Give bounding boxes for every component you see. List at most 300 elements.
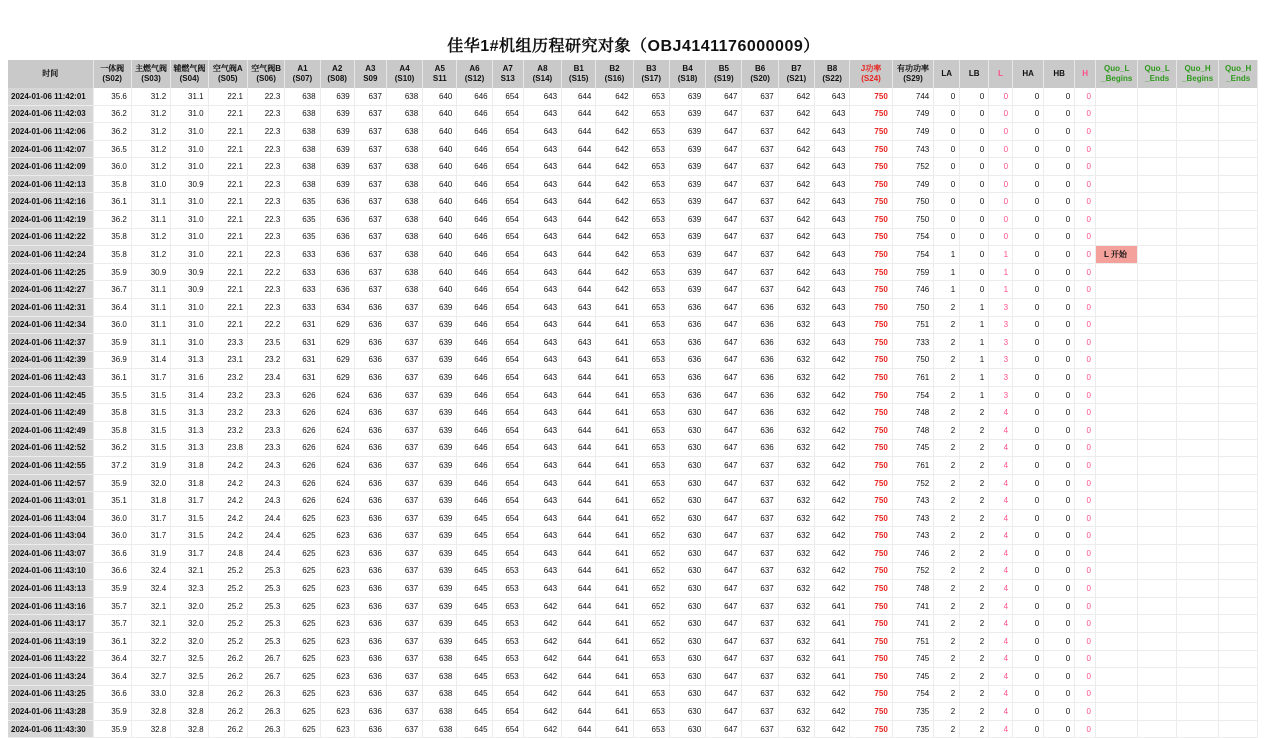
table-cell[interactable]: 653 (633, 457, 669, 475)
table-cell[interactable]: 35.1 (93, 492, 131, 510)
table-cell[interactable]: 637 (386, 527, 422, 545)
table-cell[interactable]: 646 (457, 193, 492, 211)
table-cell[interactable]: 641 (596, 351, 633, 369)
quota-cell[interactable] (1176, 668, 1219, 686)
table-row[interactable] (8, 509, 1258, 527)
timestamp-cell[interactable]: 2024-01-06 11:43:07 (8, 545, 93, 563)
quota-cell[interactable] (1095, 281, 1138, 299)
table-cell[interactable]: 643 (523, 562, 561, 580)
table-cell[interactable]: 623 (320, 685, 354, 703)
table-cell[interactable]: 635 (285, 211, 320, 229)
table-cell[interactable]: 636 (354, 545, 386, 563)
table-cell[interactable]: 639 (320, 88, 354, 105)
quota-cell[interactable] (1176, 123, 1219, 141)
j-power-cell[interactable]: 750 (850, 298, 893, 316)
table-cell[interactable]: 4 (989, 527, 1013, 545)
table-cell[interactable]: 623 (320, 632, 354, 650)
quota-cell[interactable] (1095, 386, 1138, 404)
table-cell[interactable]: 638 (386, 158, 422, 176)
table-cell[interactable]: 749 (892, 123, 933, 141)
table-cell[interactable]: 2 (960, 509, 989, 527)
timestamp-cell[interactable]: 2024-01-06 11:42:07 (8, 140, 93, 158)
table-cell[interactable]: 0 (1044, 703, 1075, 721)
j-power-cell[interactable]: 750 (850, 421, 893, 439)
column-header[interactable] (1138, 60, 1176, 88)
table-cell[interactable]: 0 (1044, 562, 1075, 580)
column-header[interactable] (778, 60, 814, 88)
table-cell[interactable]: 637 (386, 562, 422, 580)
table-cell[interactable]: 643 (523, 105, 561, 123)
table-cell[interactable]: 626 (285, 439, 320, 457)
timestamp-cell[interactable]: 2024-01-06 11:42:01 (8, 88, 93, 105)
table-cell[interactable]: 643 (523, 334, 561, 352)
table-cell[interactable]: 0 (1013, 88, 1044, 105)
table-cell[interactable]: 31.3 (171, 404, 208, 422)
table-cell[interactable]: 642 (596, 175, 633, 193)
table-cell[interactable]: 2 (934, 597, 960, 615)
table-cell[interactable]: 647 (706, 175, 742, 193)
table-cell[interactable]: 637 (742, 668, 778, 686)
table-cell[interactable]: 639 (423, 562, 457, 580)
table-cell[interactable]: 637 (742, 193, 778, 211)
quota-cell[interactable] (1219, 175, 1258, 193)
table-cell[interactable]: 35.8 (93, 246, 131, 264)
table-cell[interactable]: 31.0 (171, 246, 208, 264)
table-cell[interactable]: 641 (596, 597, 633, 615)
table-cell[interactable]: 642 (815, 474, 850, 492)
quota-cell[interactable] (1219, 246, 1258, 264)
table-cell[interactable]: 646 (457, 334, 492, 352)
column-header[interactable] (742, 60, 778, 88)
column-header[interactable] (1219, 60, 1258, 88)
table-cell[interactable]: 637 (742, 509, 778, 527)
table-cell[interactable]: 633 (285, 281, 320, 299)
table-cell[interactable]: 631 (285, 334, 320, 352)
table-cell[interactable]: 637 (742, 105, 778, 123)
table-cell[interactable]: 652 (633, 597, 669, 615)
table-cell[interactable]: 31.7 (131, 369, 170, 387)
j-power-cell[interactable]: 750 (850, 703, 893, 721)
table-cell[interactable]: 0 (960, 281, 989, 299)
table-cell[interactable]: 636 (354, 298, 386, 316)
table-cell[interactable]: 639 (320, 140, 354, 158)
table-cell[interactable]: 636 (354, 632, 386, 650)
table-cell[interactable]: 647 (706, 386, 742, 404)
table-cell[interactable]: 639 (423, 457, 457, 475)
table-cell[interactable]: 22.3 (247, 158, 284, 176)
table-cell[interactable]: 751 (892, 316, 933, 334)
j-power-cell[interactable]: 750 (850, 668, 893, 686)
table-cell[interactable]: 654 (492, 158, 523, 176)
table-cell[interactable]: 654 (492, 685, 523, 703)
table-cell[interactable]: 1 (934, 246, 960, 264)
table-cell[interactable]: 0 (1013, 193, 1044, 211)
table-cell[interactable]: 636 (354, 474, 386, 492)
table-cell[interactable]: 653 (633, 439, 669, 457)
table-cell[interactable]: 0 (989, 158, 1013, 176)
table-cell[interactable]: 632 (778, 597, 814, 615)
table-cell[interactable]: 0 (960, 105, 989, 123)
table-cell[interactable]: 642 (523, 703, 561, 721)
table-cell[interactable]: 623 (320, 597, 354, 615)
table-cell[interactable]: 32.8 (131, 720, 170, 738)
table-cell[interactable]: 2 (960, 615, 989, 633)
table-cell[interactable]: 637 (386, 703, 422, 721)
table-cell[interactable]: 637 (742, 492, 778, 510)
quota-cell[interactable] (1095, 228, 1138, 246)
table-cell[interactable]: 2 (934, 351, 960, 369)
quota-cell[interactable] (1219, 457, 1258, 475)
table-cell[interactable]: 23.4 (247, 369, 284, 387)
table-cell[interactable]: 0 (1044, 509, 1075, 527)
table-cell[interactable]: 640 (423, 175, 457, 193)
table-cell[interactable]: 32.7 (131, 668, 170, 686)
table-cell[interactable]: 629 (320, 369, 354, 387)
table-cell[interactable]: 36.9 (93, 351, 131, 369)
table-cell[interactable]: 0 (989, 175, 1013, 193)
table-cell[interactable]: 0 (1013, 562, 1044, 580)
table-cell[interactable]: 643 (523, 123, 561, 141)
table-cell[interactable]: 643 (523, 316, 561, 334)
table-cell[interactable]: 624 (320, 492, 354, 510)
table-cell[interactable]: 646 (457, 439, 492, 457)
table-cell[interactable]: 629 (320, 334, 354, 352)
table-cell[interactable]: 632 (778, 334, 814, 352)
table-cell[interactable]: 642 (523, 668, 561, 686)
table-cell[interactable]: 1 (960, 298, 989, 316)
table-cell[interactable]: 644 (562, 369, 596, 387)
table-cell[interactable]: 636 (354, 316, 386, 334)
table-cell[interactable]: 653 (633, 140, 669, 158)
table-cell[interactable]: 24.2 (208, 474, 247, 492)
quota-cell[interactable] (1176, 263, 1219, 281)
table-cell[interactable]: 625 (285, 668, 320, 686)
table-cell[interactable]: 623 (320, 720, 354, 738)
j-power-cell[interactable]: 750 (850, 158, 893, 176)
table-cell[interactable]: 25.2 (208, 580, 247, 598)
table-cell[interactable]: 639 (669, 193, 705, 211)
table-cell[interactable]: 643 (523, 88, 561, 105)
j-power-cell[interactable]: 750 (850, 105, 893, 123)
quota-cell[interactable] (1138, 281, 1176, 299)
table-cell[interactable]: 643 (523, 369, 561, 387)
table-cell[interactable]: 637 (354, 211, 386, 229)
table-cell[interactable]: 630 (669, 685, 705, 703)
table-cell[interactable]: 654 (492, 316, 523, 334)
table-cell[interactable]: 0 (1044, 650, 1075, 668)
table-cell[interactable]: 653 (633, 281, 669, 299)
table-cell[interactable]: 636 (320, 246, 354, 264)
quota-cell[interactable] (1176, 316, 1219, 334)
table-cell[interactable]: 0 (989, 105, 1013, 123)
table-cell[interactable]: 31.5 (171, 527, 208, 545)
table-cell[interactable]: 637 (354, 140, 386, 158)
timestamp-cell[interactable]: 2024-01-06 11:42:31 (8, 298, 93, 316)
timestamp-cell[interactable]: 2024-01-06 11:42:55 (8, 457, 93, 475)
table-cell[interactable]: 0 (1013, 175, 1044, 193)
table-cell[interactable]: 643 (562, 334, 596, 352)
table-cell[interactable]: 30.9 (171, 281, 208, 299)
quota-cell[interactable] (1138, 298, 1176, 316)
table-cell[interactable]: 639 (669, 158, 705, 176)
table-cell[interactable]: 642 (815, 404, 850, 422)
quota-cell[interactable] (1095, 545, 1138, 563)
table-cell[interactable]: 642 (778, 228, 814, 246)
table-cell[interactable]: 2 (934, 632, 960, 650)
table-cell[interactable]: 645 (457, 527, 492, 545)
j-power-cell[interactable]: 750 (850, 457, 893, 475)
table-cell[interactable]: 647 (706, 228, 742, 246)
table-cell[interactable]: 0 (1075, 474, 1096, 492)
table-cell[interactable]: 24.3 (247, 492, 284, 510)
table-cell[interactable]: 644 (562, 650, 596, 668)
table-cell[interactable]: 645 (457, 703, 492, 721)
table-cell[interactable]: 0 (1013, 386, 1044, 404)
quota-cell[interactable] (1176, 369, 1219, 387)
table-cell[interactable]: 631 (285, 351, 320, 369)
table-cell[interactable]: 638 (386, 123, 422, 141)
table-cell[interactable]: 631 (285, 369, 320, 387)
quota-cell[interactable] (1138, 351, 1176, 369)
table-cell[interactable]: 23.2 (208, 421, 247, 439)
table-row[interactable] (8, 158, 1258, 176)
quota-cell[interactable] (1219, 211, 1258, 229)
table-cell[interactable]: 636 (354, 597, 386, 615)
quota-cell[interactable] (1176, 545, 1219, 563)
column-header[interactable] (633, 60, 669, 88)
table-cell[interactable]: 0 (1044, 492, 1075, 510)
table-cell[interactable]: 637 (742, 457, 778, 475)
table-cell[interactable]: 0 (1013, 281, 1044, 299)
table-cell[interactable]: 645 (457, 597, 492, 615)
table-cell[interactable]: 639 (669, 263, 705, 281)
table-row[interactable] (8, 105, 1258, 123)
table-cell[interactable]: 636 (354, 334, 386, 352)
table-cell[interactable]: 637 (354, 88, 386, 105)
table-cell[interactable]: 647 (706, 457, 742, 475)
table-cell[interactable]: 643 (815, 193, 850, 211)
table-cell[interactable]: 644 (562, 474, 596, 492)
quota-cell[interactable] (1095, 105, 1138, 123)
quota-cell[interactable] (1219, 580, 1258, 598)
table-cell[interactable]: 647 (706, 140, 742, 158)
quota-cell[interactable] (1138, 615, 1176, 633)
quota-cell[interactable] (1095, 562, 1138, 580)
table-cell[interactable]: 642 (778, 175, 814, 193)
table-cell[interactable]: 639 (423, 492, 457, 510)
table-cell[interactable]: 0 (1044, 246, 1075, 264)
table-cell[interactable]: 646 (457, 474, 492, 492)
table-cell[interactable]: 637 (742, 597, 778, 615)
quota-cell[interactable] (1095, 421, 1138, 439)
timestamp-cell[interactable]: 2024-01-06 11:42:49 (8, 404, 93, 422)
table-cell[interactable]: 4 (989, 509, 1013, 527)
table-cell[interactable]: 643 (523, 421, 561, 439)
table-cell[interactable]: 632 (778, 298, 814, 316)
column-header[interactable] (892, 60, 933, 88)
table-cell[interactable]: 638 (386, 228, 422, 246)
table-cell[interactable]: 31.7 (131, 527, 170, 545)
quota-cell[interactable] (1095, 720, 1138, 738)
table-cell[interactable]: 639 (669, 175, 705, 193)
table-cell[interactable]: 22.1 (208, 263, 247, 281)
table-cell[interactable]: 644 (562, 668, 596, 686)
table-cell[interactable]: 645 (457, 615, 492, 633)
table-cell[interactable]: 636 (354, 615, 386, 633)
table-cell[interactable]: 652 (633, 632, 669, 650)
table-cell[interactable]: 36.7 (93, 281, 131, 299)
quota-cell[interactable] (1095, 123, 1138, 141)
table-cell[interactable]: 25.3 (247, 580, 284, 598)
table-cell[interactable]: 647 (706, 545, 742, 563)
table-cell[interactable]: 0 (1044, 404, 1075, 422)
table-cell[interactable]: 653 (633, 703, 669, 721)
table-cell[interactable]: 639 (669, 88, 705, 105)
table-cell[interactable]: 35.9 (93, 474, 131, 492)
table-cell[interactable]: 632 (778, 369, 814, 387)
table-row[interactable] (8, 685, 1258, 703)
table-cell[interactable]: 643 (523, 298, 561, 316)
table-cell[interactable]: 31.2 (131, 140, 170, 158)
table-cell[interactable]: 4 (989, 545, 1013, 563)
timestamp-cell[interactable]: 2024-01-06 11:42:22 (8, 228, 93, 246)
table-cell[interactable]: 653 (492, 668, 523, 686)
table-cell[interactable]: 0 (1075, 281, 1096, 299)
table-cell[interactable]: 625 (285, 580, 320, 598)
table-cell[interactable]: 641 (596, 703, 633, 721)
table-cell[interactable]: 624 (320, 404, 354, 422)
table-cell[interactable]: 22.3 (247, 281, 284, 299)
quota-cell[interactable] (1138, 545, 1176, 563)
table-cell[interactable]: 641 (596, 492, 633, 510)
table-cell[interactable]: 36.2 (93, 439, 131, 457)
table-cell[interactable]: 639 (669, 123, 705, 141)
table-cell[interactable]: 636 (354, 404, 386, 422)
table-cell[interactable]: 735 (892, 703, 933, 721)
column-header[interactable] (596, 60, 633, 88)
timestamp-cell[interactable]: 2024-01-06 11:43:16 (8, 597, 93, 615)
table-cell[interactable]: 647 (706, 650, 742, 668)
table-cell[interactable]: 0 (1075, 439, 1096, 457)
table-cell[interactable]: 2 (960, 580, 989, 598)
quota-cell[interactable] (1219, 369, 1258, 387)
table-cell[interactable]: 32.5 (171, 668, 208, 686)
table-cell[interactable]: 639 (423, 545, 457, 563)
table-cell[interactable]: 637 (354, 263, 386, 281)
table-cell[interactable]: 0 (1013, 580, 1044, 598)
timestamp-cell[interactable]: 2024-01-06 11:43:28 (8, 703, 93, 721)
table-cell[interactable]: 624 (320, 421, 354, 439)
table-cell[interactable]: 0 (1075, 105, 1096, 123)
table-cell[interactable]: 653 (633, 650, 669, 668)
table-cell[interactable]: 630 (669, 439, 705, 457)
table-cell[interactable]: 653 (633, 105, 669, 123)
table-cell[interactable]: 641 (815, 632, 850, 650)
table-cell[interactable]: 630 (669, 720, 705, 738)
table-cell[interactable]: 652 (633, 615, 669, 633)
table-cell[interactable]: 1 (960, 334, 989, 352)
table-cell[interactable]: 653 (633, 298, 669, 316)
table-cell[interactable]: 639 (423, 421, 457, 439)
table-cell[interactable]: 644 (562, 281, 596, 299)
table-cell[interactable]: 3 (989, 298, 1013, 316)
table-cell[interactable]: 0 (1075, 175, 1096, 193)
quota-cell[interactable] (1138, 527, 1176, 545)
table-cell[interactable]: 654 (492, 228, 523, 246)
j-power-cell[interactable]: 750 (850, 140, 893, 158)
table-row[interactable] (8, 615, 1258, 633)
table-cell[interactable]: 642 (778, 105, 814, 123)
timestamp-cell[interactable]: 2024-01-06 11:43:19 (8, 632, 93, 650)
table-cell[interactable]: 0 (1075, 562, 1096, 580)
table-cell[interactable]: 0 (1013, 123, 1044, 141)
table-cell[interactable]: 0 (1075, 158, 1096, 176)
table-cell[interactable]: 636 (354, 527, 386, 545)
table-cell[interactable]: 642 (596, 105, 633, 123)
table-cell[interactable]: 646 (457, 228, 492, 246)
quota-cell[interactable] (1219, 351, 1258, 369)
table-cell[interactable]: 642 (596, 158, 633, 176)
table-cell[interactable]: 653 (633, 404, 669, 422)
table-cell[interactable]: 644 (562, 562, 596, 580)
table-cell[interactable]: 625 (285, 597, 320, 615)
table-cell[interactable]: 0 (1044, 228, 1075, 246)
table-cell[interactable]: 639 (669, 105, 705, 123)
table-cell[interactable]: 2 (960, 562, 989, 580)
table-cell[interactable]: 642 (815, 492, 850, 510)
table-cell[interactable]: 632 (778, 474, 814, 492)
table-cell[interactable]: 630 (669, 474, 705, 492)
quota-cell[interactable] (1138, 175, 1176, 193)
table-cell[interactable]: 642 (815, 703, 850, 721)
column-header[interactable] (1075, 60, 1096, 88)
quota-cell[interactable] (1219, 421, 1258, 439)
table-cell[interactable]: 654 (492, 298, 523, 316)
table-cell[interactable]: 0 (1013, 703, 1044, 721)
quota-cell[interactable] (1138, 316, 1176, 334)
table-cell[interactable]: 647 (706, 193, 742, 211)
table-cell[interactable]: 31.2 (131, 246, 170, 264)
table-cell[interactable]: 644 (562, 263, 596, 281)
table-cell[interactable]: 0 (1075, 263, 1096, 281)
table-cell[interactable]: 641 (596, 457, 633, 475)
quota-cell[interactable] (1095, 632, 1138, 650)
quota-cell[interactable] (1176, 527, 1219, 545)
quota-cell[interactable] (1095, 492, 1138, 510)
table-cell[interactable]: 626 (285, 474, 320, 492)
table-cell[interactable]: 635 (285, 228, 320, 246)
table-cell[interactable]: 623 (320, 650, 354, 668)
table-cell[interactable]: 0 (934, 140, 960, 158)
table-cell[interactable]: 653 (633, 263, 669, 281)
table-cell[interactable]: 636 (742, 369, 778, 387)
table-cell[interactable]: 0 (989, 88, 1013, 105)
quota-cell[interactable] (1219, 105, 1258, 123)
table-cell[interactable]: 1 (960, 316, 989, 334)
table-cell[interactable]: 623 (320, 545, 354, 563)
table-cell[interactable]: 750 (892, 351, 933, 369)
table-cell[interactable]: 0 (934, 193, 960, 211)
table-cell[interactable]: 0 (1013, 228, 1044, 246)
table-cell[interactable]: 23.2 (247, 351, 284, 369)
quota-cell[interactable] (1219, 545, 1258, 563)
table-cell[interactable]: 35.8 (93, 228, 131, 246)
table-cell[interactable]: 644 (562, 175, 596, 193)
table-cell[interactable]: 644 (562, 228, 596, 246)
table-cell[interactable]: 646 (457, 316, 492, 334)
table-cell[interactable]: 647 (706, 615, 742, 633)
table-cell[interactable]: 2 (960, 668, 989, 686)
